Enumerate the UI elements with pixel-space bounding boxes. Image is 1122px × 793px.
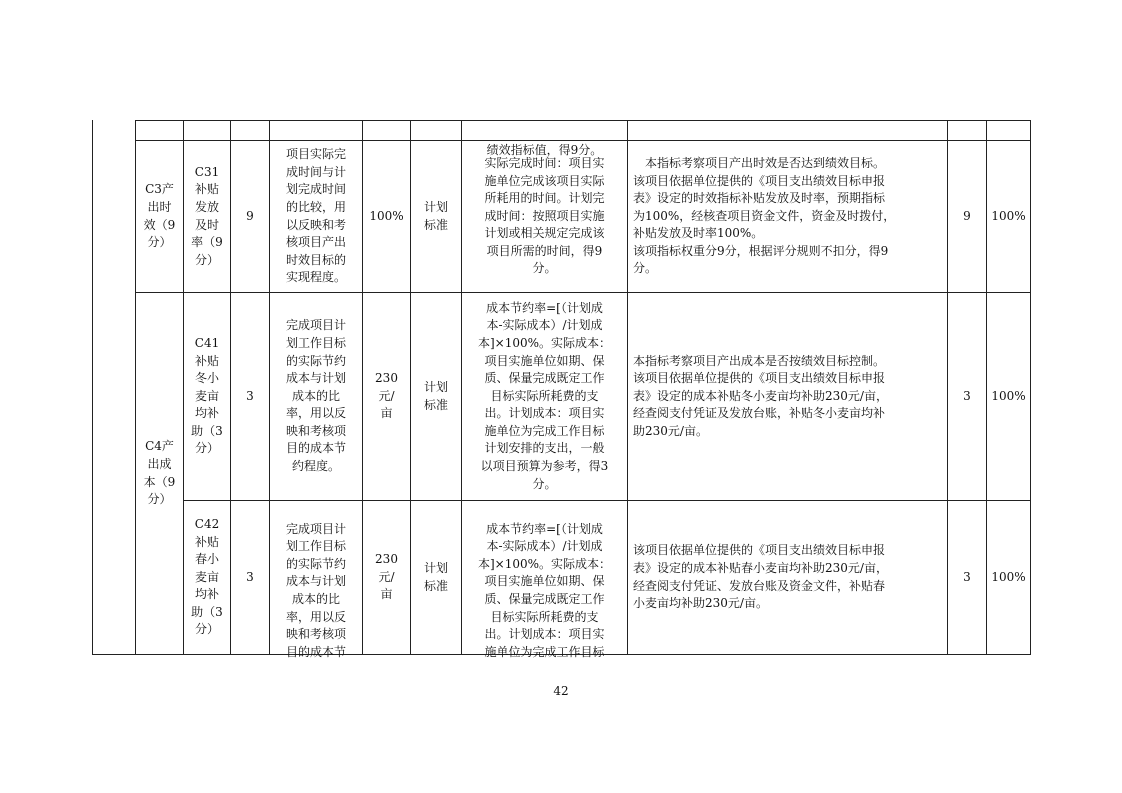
col-line (1030, 120, 1031, 655)
scoring-rule-cell: 成本节约率=[（计划成 本-实际成本）/计划成 本]×100%。实际成本： 项目实施单位如期、保 质、保量完成既定工作 目标实际所耗费的支 出。计划成本：项目实 施单位为完成工作目标 计划安排的支出，一般 以项目预算为参考，得3 分。 (477, 300, 612, 491)
weight-cell: 3 (246, 388, 254, 403)
completion-rate-cell: 100% (991, 388, 1026, 403)
completion-rate-cell: 100% (991, 569, 1026, 584)
tertiary-indicator-c42: C42 补贴 春小 麦亩 均补 助（3 分） (191, 516, 223, 637)
evaluation-basis-cell: 本指标考察项目产出成本是否按绩效目标控制。 该项目依据单位提供的《项目支出绩效目标申报 表》设定的成本补贴冬小麦亩均补助230元/亩， 经查阅支付凭证及发放台账，补贴冬小麦亩均补 助230元/亩。 (633, 353, 888, 438)
target-value-cell: 230 元/ 亩 (375, 552, 398, 602)
definition-cell: 项目实际完 成时间与计 划完成时间 的比较，用 以反映和考 核项目产出 时效目标的 实现程度。 (285, 147, 346, 285)
evaluation-basis-cell: 本指标考察项目产出时效是否达到绩效目标。 该项目依据单位提供的《项目支出绩效目标申报 表》设定的时效指标补贴发放及时率，预期指标 为100%，经核查项目资金文件，资金及时拨付， 补贴发放及时率100%。 该项指标权重分9分，根据评分规则不扣分，得9 分。 (633, 155, 896, 276)
table-border-left (92, 120, 93, 655)
secondary-indicator-c4: C4产 出成 本（9 分） (143, 439, 176, 507)
score-cell: 3 (963, 388, 971, 403)
completion-rate-cell: 100% (991, 208, 1026, 223)
target-type-cell: 计划 标准 (423, 199, 448, 232)
continuation-basis-text: 绩效指标值，得9分。 (486, 143, 603, 157)
weight-cell: 3 (246, 569, 254, 584)
continuation-basis-cell (462, 120, 627, 157)
target-type-cell: 计划 标准 (423, 560, 448, 593)
scoring-rule-cell: 成本节约率=[（计划成 本-实际成本）/计划成 本]×100%。实际成本： 项目实施单位如期、保 质、保量完成既定工作 目标实际所耗费的支 出。计划成本：项目实 施单位为完成工作目标 (477, 521, 612, 659)
target-value-cell: 230 元/ 亩 (375, 371, 398, 421)
col-line (627, 120, 628, 655)
secondary-indicator-c3: C3产 出时 效（9 分） (143, 182, 176, 250)
weight-cell: 9 (246, 208, 254, 223)
tertiary-indicator-c41: C41 补贴 冬小 麦亩 均补 助（3 分） (191, 335, 223, 456)
evaluation-basis-cell: 该项目依据单位提供的《项目支出绩效目标申报 表》设定的成本补贴春小麦亩均补助230元/亩， 经查阅支付凭证、发放台账及资金文件，补贴春 小麦亩均补助230元/亩。 (633, 543, 888, 611)
definition-cell: 完成项目计 划工作目标 的实际节约 成本与计划 成本的比 率，用以反 映和考核项 目的成本节 约程度。 (285, 318, 346, 474)
target-value-cell: 100% (369, 208, 404, 223)
tertiary-indicator-c31: C31 补贴 发放 及时 率（9 分） (191, 164, 223, 267)
scoring-rule-cell: 实际完成时间：项目实 施单位完成该项目实际 所耗用的时间。计划完 成时间：按照项目实施 计划或相关规定完成该 项目所需的时间，得9 分。 (484, 155, 605, 276)
score-cell: 9 (963, 208, 971, 223)
page-number: 42 (553, 684, 569, 698)
target-type-cell: 计划 标准 (423, 379, 448, 412)
definition-cell: 完成项目计 划工作目标 的实际节约 成本与计划 成本的比 率，用以反 映和考核项 目的成本节 (285, 521, 346, 659)
score-cell: 3 (963, 569, 971, 584)
